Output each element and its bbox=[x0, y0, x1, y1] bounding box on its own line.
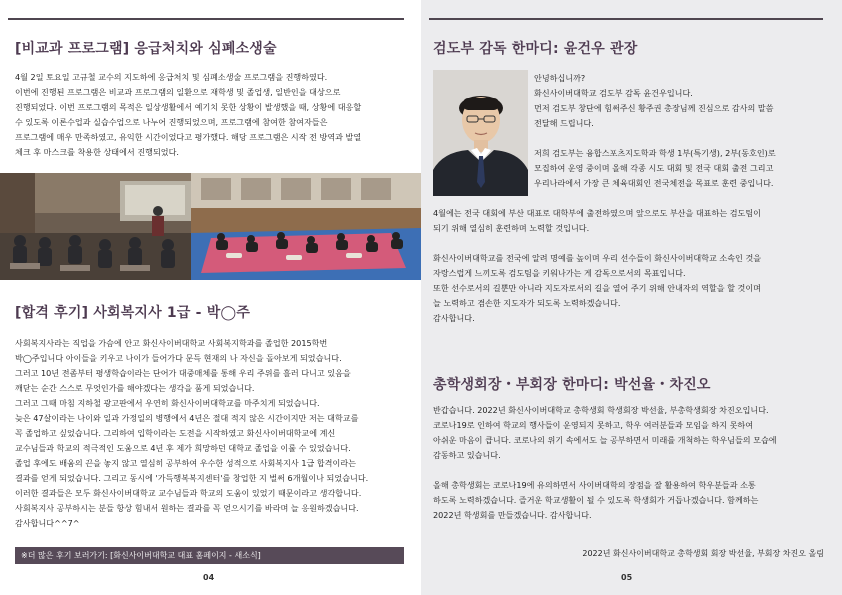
text-line: 깨닫는 순간 스스로 무엇인가를 해야겠다는 생각을 품게 되었습니다. bbox=[15, 383, 255, 393]
text-line: 사회복지사라는 직업을 가슴에 안고 화신사이버대학교 사회복지학과를 졸업한 2015학번 bbox=[15, 338, 328, 348]
section-title-kendo: 검도부 감독 한마디: 윤건우 관장 bbox=[433, 41, 638, 57]
text-line: 2022년 학생회를 만들겠습니다. 감사합니다. bbox=[433, 510, 592, 520]
text-line bbox=[433, 463, 777, 478]
text-line: 사회복지사 공부하시는 분들 항상 힘내서 원하는 결과를 꼭 얻으시기를 바라며 늘 응원하겠습니다. bbox=[15, 503, 359, 513]
text-line: 프로그램에 매우 만족하였고, 유익한 시간이었다고 평가했다. 해당 프로그램은 시작 전 방역과 발열 bbox=[15, 132, 362, 142]
text-line: 코로나19로 인하여 학교의 행사들이 운영되지 못하고, 학우 여러분들과 모임을 하지 못하여 bbox=[433, 420, 754, 430]
coach-portrait-photo bbox=[433, 70, 528, 196]
text-line: 화신사이버대학교 검도부 감독 윤건우입니다. bbox=[534, 88, 693, 98]
text-line: 되기 위해 열심히 훈련하며 노력할 것입니다. bbox=[433, 223, 590, 233]
text-line: 감동하고 있습니다. bbox=[433, 450, 501, 460]
top-rule bbox=[8, 18, 404, 20]
cpr-lecture-photo bbox=[0, 173, 191, 280]
text-line: 화신사이버대학교를 전국에 알려 명예를 높이며 우리 선수들이 화신사이버대학교 소속인 것을 bbox=[433, 253, 762, 263]
text-line bbox=[534, 131, 776, 146]
kendo-text-beside-photo bbox=[534, 71, 776, 191]
text-line: 체크 후 마스크를 착용한 상태에서 진행되었다. bbox=[15, 147, 179, 157]
text-line: 모집하여 운영 중이며 올해 각종 시도 대회 및 전국 대회 출전 그리고 bbox=[534, 163, 774, 173]
top-rule bbox=[429, 18, 823, 20]
text-line: 꼭 졸업하고 싶었습니다. 그리하여 입학이라는 도전을 시작하였고 화신사이버대학교에 계신 bbox=[15, 428, 336, 438]
text-line: 아쉬운 마음이 큽니다. 코로나의 위기 속에서도 늘 공부하면서 미래를 개척하는 학우님들의 모습에 bbox=[433, 435, 777, 445]
text-line: 올해 총학생회는 코로나19에 유의하면서 사이버대학의 장점을 잘 활용하여 학우분들과 소통 bbox=[433, 480, 756, 490]
text-line: 안녕하십니까? bbox=[534, 73, 586, 83]
signature: 2022년 화신사이버대학교 총학생회 회장 박선율, 부회장 차진오 올림 bbox=[582, 549, 824, 558]
page-number: 04 bbox=[203, 573, 215, 582]
text-line: 반갑습니다. 2022년 화신사이버대학교 총학생회 학생회장 박선율, 부총학생회장 차진오입니다. bbox=[433, 405, 769, 415]
text-line: 4월에는 전국 대회에 부산 대표로 대학부에 출전하였으며 앞으로도 부산을 대표하는 검도팀이 bbox=[433, 208, 761, 218]
cpr-article-text bbox=[15, 70, 361, 160]
section-title-review: [합격 후기] 사회복지사 1급 - 박◯주 bbox=[15, 305, 251, 321]
student-council-text bbox=[433, 403, 777, 523]
text-line: 감사합니다. bbox=[433, 313, 475, 323]
text-line: 결과를 얻게 되었습니다. 그리고 동시에 '가득행복복지센터'를 창업한 지 벌써 6개월이나 되었습니다. bbox=[15, 473, 369, 483]
text-line: 이번에 진행된 프로그램은 비교과 프로그램의 일환으로 재학생 및 졸업생, 일반인을 대상으로 bbox=[15, 87, 341, 97]
text-line: 진행되었다. 이번 프로그램의 목적은 일상생활에서 예기치 못한 상황이 발생했을 때, 상황에 대응할 bbox=[15, 102, 362, 112]
text-line: 그러고 그때 마침 지하철 광고판에서 우연히 화신사이버대학교를 마주치게 되었습니다. bbox=[15, 398, 320, 408]
text-line: 우리나라에서 가장 큰 체육대회인 전국체전을 목표로 훈련 중입니다. bbox=[534, 178, 774, 188]
more-reviews-link[interactable]: ※더 많은 후기 보러가기: [화신사이버대학교 대표 홈페이지 - 새소식] bbox=[15, 547, 404, 564]
text-line: 먼저 검도부 창단에 힘써주신 황주권 총장님께 진심으로 감사의 말씀 bbox=[534, 103, 774, 113]
text-line: 또한 선수로서의 길뿐만 아니라 지도자로서의 길을 열어 주기 위해 안내자의 역할을 할 것이며 bbox=[433, 283, 761, 293]
text-line: 이러한 결과들은 모두 화신사이버대학교 교수님들과 학교의 도움이 있었기 때문이라고 생각합니다. bbox=[15, 488, 362, 498]
right-page bbox=[421, 0, 842, 595]
text-line: 자랑스럽게 느끼도록 검도팀을 키워나가는 게 감독으로서의 목표입니다. bbox=[433, 268, 686, 278]
text-line bbox=[433, 236, 761, 251]
text-line: 전달해 드립니다. bbox=[534, 118, 594, 128]
text-line: 졸업 후에도 배움의 끈을 놓지 않고 열심히 공부하여 우수한 성적으로 사회복지사 1급 합격이라는 bbox=[15, 458, 356, 468]
text-line: 박◯주입니다 아이들을 키우고 나이가 들어가다 문득 현재의 나 자신을 돌아보게 되었습니다. bbox=[15, 353, 342, 363]
text-line: 늘 노력하고 겸손한 지도자가 되도록 노력하겠습니다. bbox=[433, 298, 621, 308]
text-line: 하도록 노력하겠습니다. 즐거운 학교생활이 될 수 있도록 학생회가 거듭나겠습니다. 함께하는 bbox=[433, 495, 759, 505]
text-line: 저희 검도부는 융합스포츠지도학과 학생 1부(특기생), 2부(동호인)로 bbox=[534, 148, 776, 158]
cpr-practice-photo bbox=[191, 173, 421, 280]
text-line: 늦은 47살이라는 나이와 일과 가정일의 병행에서 4년은 절대 적지 않은 시간이지만 저는 대학교를 bbox=[15, 413, 359, 423]
section-title-cpr: [비교과 프로그램] 응급처치와 심폐소생술 bbox=[15, 41, 277, 57]
review-article-text bbox=[15, 336, 368, 531]
section-title-student-council: 총학생회장・부회장 한마디: 박선율・차진오 bbox=[433, 377, 711, 393]
kendo-text-full bbox=[433, 206, 761, 326]
text-line: 교수님들과 학교의 적극적인 도움으로 4년 후 제가 희망하던 대학교 졸업을 이룰 수 있었습니다. bbox=[15, 443, 351, 453]
text-line: 그러고 10년 전좀부터 평생학습이라는 단어가 대중매체를 통해 우리 주위를 흘러 다니고 있음을 bbox=[15, 368, 351, 378]
text-line: 감사합니다^^7^ bbox=[15, 518, 80, 528]
text-line: 수 있도록 이론수업과 실습수업으로 나누어 진행되었으며, 프로그램에 참여한 참여자들은 bbox=[15, 117, 328, 127]
text-line: 4월 2일 토요일 고규철 교수의 지도하에 응급처치 및 심폐소생술 프로그램을 진행하였다. bbox=[15, 72, 328, 82]
page-number: 05 bbox=[621, 573, 633, 582]
